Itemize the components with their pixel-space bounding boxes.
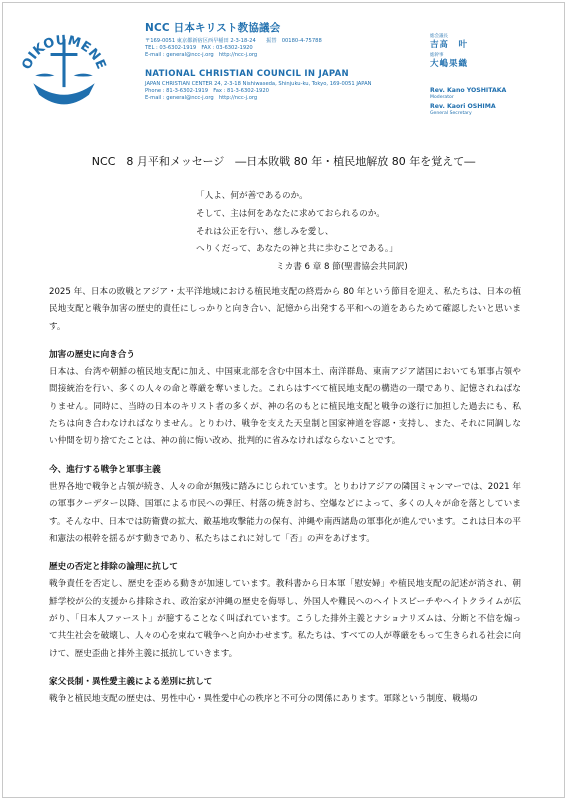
section-paragraph: 戦争責任を否定し、歴史を歪める動きが加速しています。教科書から日本軍「慰安婦」や植民地支配の記述が消され、朝鮮学校が公的支援から排除され、政治家が沖縄の歴史を侮辱し、外国人や難民へのヘイトスピーチやヘイトクライムが広がり、「日本人ファースト」が臆することなく叫ばれています。こうした排外主義とナショナリズムは、分断と不信を煽って共生社会を破壊し、人々の心を束ねて戦争へと向かわせます。私たちは、すべての人が尊厳をもって生きられる社会に向けて、歴史歪曲と排外主義に抵抗していきます。 <box>49 579 521 659</box>
secretary-role-en: General Secretary <box>430 111 472 116</box>
jp-address: 〒169-0051 東京都新宿区西早稲田 2-3-18-24 振替 00180-4-75788 <box>145 38 322 44</box>
jp-phone: TEL : 03-6302-1919 FAX : 03-6302-1920 <box>145 45 253 52</box>
intro-paragraph: 2025 年、日本の敗戦とアジア・太平洋地域における植民地支配の終焉から 80 年という節目を迎え、私たちは、日本の植民地支配と戦争加害の歴史的責任にしっかりと向き合い、記憶から出発する平和への道をあらためて確認したいと思います。 <box>49 287 521 332</box>
en-email: E-mail : general@ncc-j.org http://ncc-j.org <box>145 95 258 102</box>
logo-text: OIKOUMENE <box>19 33 109 72</box>
officers-block <box>430 34 540 119</box>
secretary-name-jp: 大嶋果織 <box>430 59 469 69</box>
en-address: JAPAN CHRISTIAN CENTER 24, 2-3-18 Nishiwaseda, Shinjuku-ku, Tokyo, 169-0051 JAPAN <box>145 80 372 87</box>
section-paragraph: 日本は、台湾や朝鮮の植民地支配に加え、中国東北部を含む中国本土、南洋群島、東南アジア諸国においても軍事占領や間接統治を行い、多くの人々の命と尊厳を奪いました。これらはすべて植民地支配の構造の一環であり、記憶されねばなりません。同時に、当時の日本のキリスト者の多くが、神の名のもとに植民地支配と戦争の遂行に加担した過去にも、私たちは向き合わなければなりません。とりわけ、戦争を支えた天皇制と国家神道を容認・支持し、また、それに同調しない仲間を切り捨てたことは、神の前に悔い改め、批判的に省みなければならないことです。 <box>49 367 521 447</box>
verse-line: それは公正を行い、慈しみを愛し、 <box>196 226 334 237</box>
scripture-quote <box>196 188 446 277</box>
section-heading: 家父長制・異性愛主義による差別に抗して <box>49 676 213 687</box>
org-name-en: NATIONAL CHRISTIAN COUNCIL IN JAPAN <box>145 68 349 79</box>
secretary-role-jp: 総幹事 <box>430 53 444 58</box>
moderator-name-jp: 吉髙 叶 <box>430 40 469 50</box>
section-paragraph: 戦争と植民地支配の歴史は、男性中心・異性愛中心の秩序と不可分の関係にあります。軍隊という制度、戦場の <box>49 694 479 705</box>
moderator-role-en: Moderator <box>430 95 454 100</box>
secretary-name-en: Rev. Kaori OSHIMA <box>430 103 496 110</box>
organization-header <box>145 20 425 102</box>
section-heading: 今、進行する戦争と軍事主義 <box>49 464 161 475</box>
verse-line: へりくだって、あなたの神と共に歩むことである。」 <box>196 244 398 255</box>
section-paragraph: 世界各地で戦争と占領が続き、人々の命が無残に踏みにじられています。とりわけアジアの隣国ミャンマーでは、2021 年の軍事クーデター以降、国軍による市民への弾圧、村落の焼き討ち、空爆などによって、多くの人々が命を落としています。そんな中、日本では防衛費の拡大、敵基地攻撃能力の保有、沖縄や南西諸島の軍事化が進んでいます。これは日本の平和憲法の根幹を揺るがす動きであり、私たちはこれに対して「否」の声をあげます。 <box>49 481 521 544</box>
message-body <box>49 284 521 709</box>
verse-line: 「人よ、何が善であるのか。 <box>196 191 308 201</box>
section-heading: 加害の歴史に向き合う <box>49 349 135 360</box>
en-phone: Phone : 81-3-6302-1919 Fax : 81-3-6302-1920 <box>145 87 269 94</box>
org-name-jp: NCC 日本キリスト教協議会 <box>145 22 281 34</box>
verse-line: そして、主は何をあなたに求めておられるのか。 <box>196 208 385 219</box>
document-title: NCC 8 月平和メッセージ ―日本敗戦 80 年・植民地解放 80 年を覚えて― <box>91 155 476 168</box>
oikoumene-logo <box>16 18 112 114</box>
moderator-name-en: Rev. Kano YOSHITAKA <box>430 87 507 94</box>
moderator-role-jp: 総会議長 <box>430 34 448 39</box>
verse-source: ミカ書 6 章 8 節(聖書協会共同訳) <box>276 262 408 273</box>
jp-email: E-mail : general@ncc-j.org http://ncc-j.org <box>145 52 258 59</box>
section-heading: 歴史の否定と排除の論理に抗して <box>49 562 178 573</box>
